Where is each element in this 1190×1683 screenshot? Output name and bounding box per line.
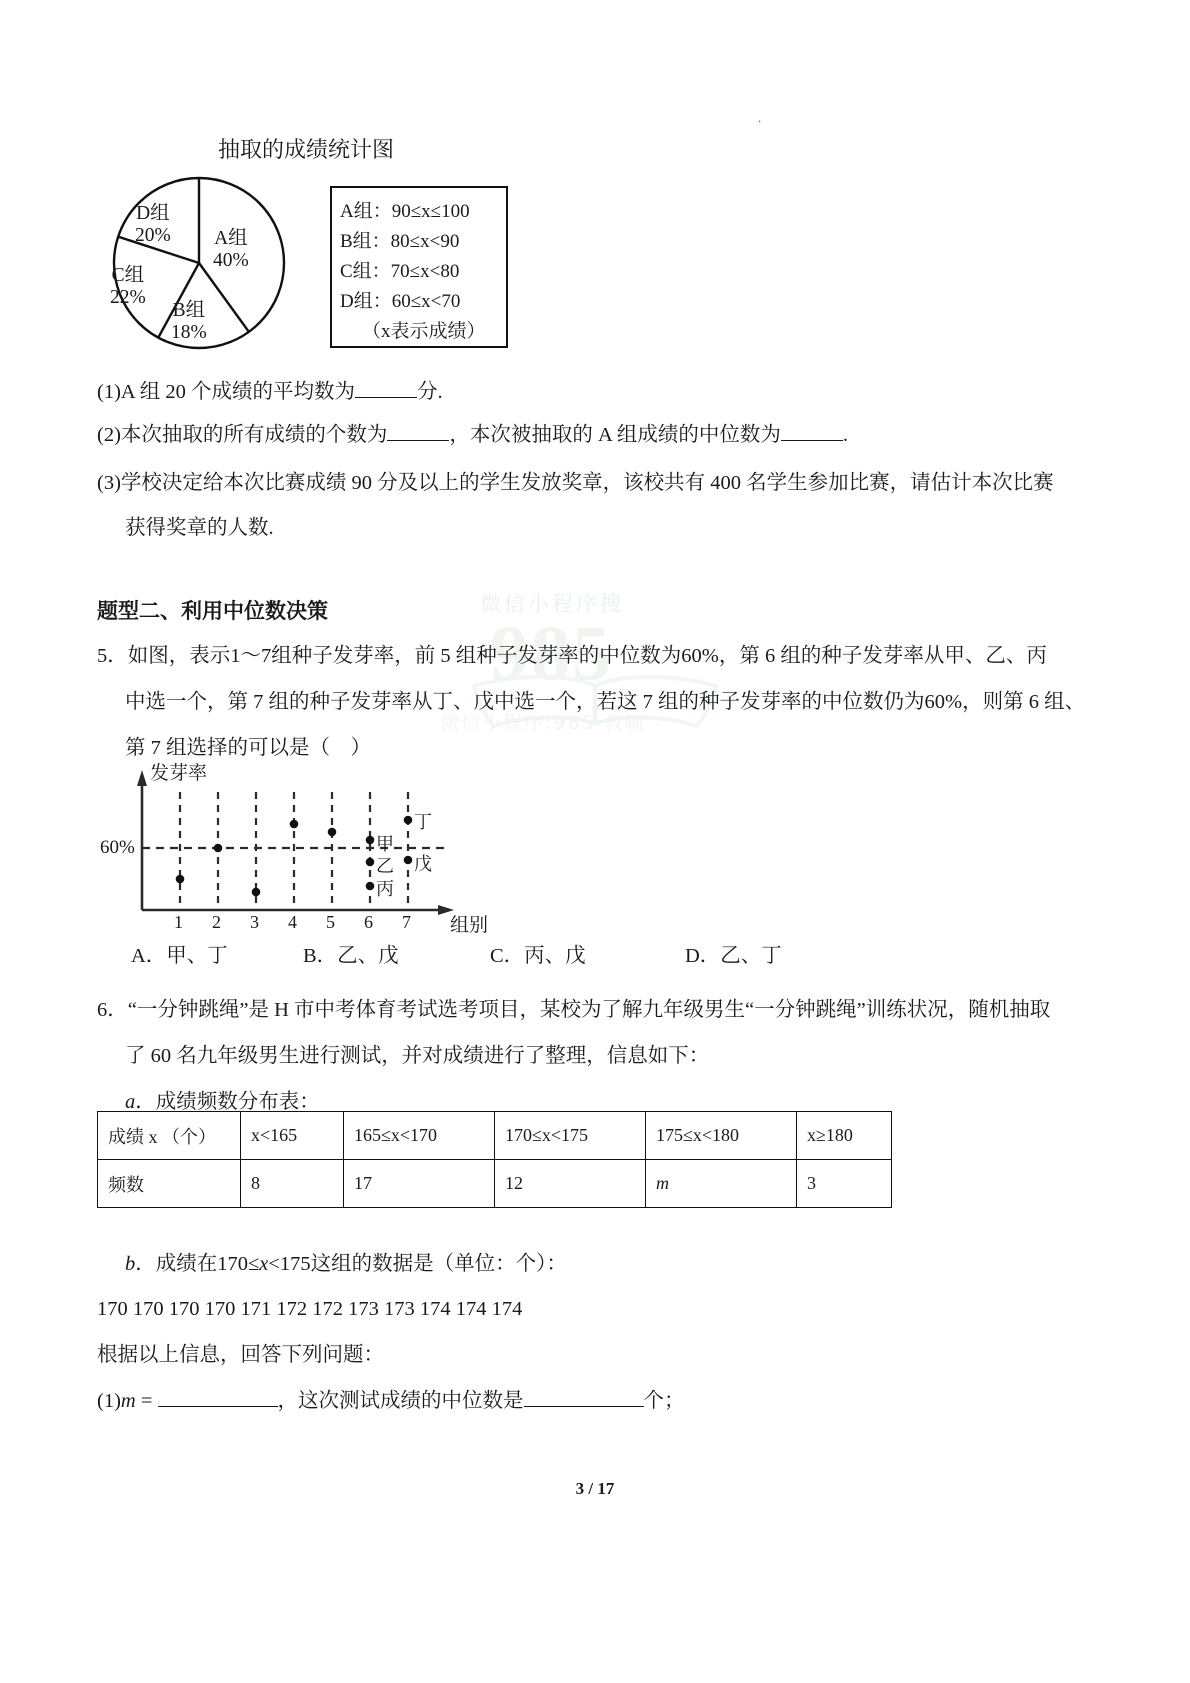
section-heading: 题型二、利用中位数决策 bbox=[97, 599, 328, 623]
table-header-4: 175≤x<180 bbox=[646, 1112, 797, 1160]
x-tick-6: 6 bbox=[364, 912, 373, 932]
table-cell-f5: 3 bbox=[797, 1160, 892, 1208]
x-tick-4: 4 bbox=[288, 912, 297, 932]
x-axis-label: 组别 bbox=[450, 915, 489, 936]
table-cell-f2: 17 bbox=[344, 1160, 495, 1208]
x-tick-3: 3 bbox=[250, 912, 259, 932]
pie-slice-label-c: C组 22% bbox=[110, 265, 146, 308]
legend-item-c: C组：70≤x<80 bbox=[340, 261, 460, 282]
q4-line-4: 获得奖章的人数. bbox=[125, 517, 274, 539]
table-header-1: x<165 bbox=[241, 1112, 344, 1160]
legend-item-b: B组：80≤x<90 bbox=[340, 231, 460, 252]
q6-line-1: 6．“一分钟跳绳”是 H 市中考体育考试选考项目，某校为了解九年级男生“一分钟跳绳”训练状况，随机抽取 bbox=[97, 999, 1051, 1021]
x-tick-1: 1 bbox=[174, 912, 183, 932]
point-label-wu: 戊 bbox=[414, 854, 432, 874]
table-header-2: 165≤x<170 bbox=[344, 1112, 495, 1160]
point-label-bing: 丙 bbox=[376, 879, 394, 899]
watermark bbox=[430, 580, 760, 770]
watermark-line1: 微信小程序搜 bbox=[480, 592, 624, 616]
pie-legend-box bbox=[330, 186, 508, 348]
q6-part-b-label: b．成绩在170≤x<175这组的数据是（单位：个）： bbox=[125, 1253, 567, 1275]
watermark-line2: 微信小程序:985 教辅 bbox=[440, 712, 646, 734]
x-tick-5: 5 bbox=[326, 912, 335, 932]
q5-option-d[interactable]: D．乙、丁 bbox=[685, 945, 782, 967]
y-tick-60: 60% bbox=[100, 837, 135, 858]
frequency-table bbox=[97, 1111, 892, 1208]
y-axis-label: 发芽率 bbox=[150, 763, 208, 784]
seed-germination-chart bbox=[100, 762, 500, 947]
legend-note: （x表示成绩） bbox=[362, 321, 486, 342]
legend-item-a: A组：90≤x≤100 bbox=[340, 201, 470, 222]
table-cell-label: 频数 bbox=[98, 1160, 241, 1208]
pie-slice-label-d: D组 20% bbox=[135, 203, 171, 246]
pie-slice-label-a: A组 40% bbox=[213, 228, 249, 271]
table-row bbox=[98, 1160, 892, 1208]
table-header-0: 成绩 x （个） bbox=[98, 1112, 241, 1160]
q6-part-c-label: 根据以上信息，回答下列问题： bbox=[97, 1344, 384, 1366]
table-cell-f4: m bbox=[646, 1160, 797, 1208]
q6-line-2: 了 60 名九年级男生进行测试，并对成绩进行了整理，信息如下： bbox=[125, 1045, 710, 1067]
q5-option-c[interactable]: C．丙、戊 bbox=[490, 945, 586, 967]
table-header-row bbox=[98, 1112, 892, 1160]
table-cell-f1: 8 bbox=[241, 1160, 344, 1208]
q4-line-1: (1)A 组 20 个成绩的平均数为 分. bbox=[97, 381, 443, 403]
q5-line-3: 第 7 组选择的可以是（ ） bbox=[125, 737, 371, 759]
q4-line-3: (3)学校决定给本次比赛成绩 90 分及以上的学生发放奖章，该校共有 400 名学生参加比赛，请估计本次比赛 bbox=[97, 472, 1054, 494]
q5-option-b[interactable]: B．乙、戊 bbox=[303, 945, 399, 967]
table-cell-f3: 12 bbox=[495, 1160, 646, 1208]
q6-part-b-data: 170 170 170 170 171 172 172 173 173 174 174 174 bbox=[97, 1298, 523, 1320]
table-header-5: x≥180 bbox=[797, 1112, 892, 1160]
page-footer: 3 / 17 bbox=[575, 1479, 615, 1498]
q5-line-2: 中选一个，第 7 组的种子发芽率从丁、戊中选一个，若这 7 组的种子发芽率的中位数仍为60%，则第 6 组、 bbox=[125, 691, 1086, 713]
pie-slice-label-b: B组 18% bbox=[171, 300, 207, 343]
pie-chart-title: 抽取的成绩统计图 bbox=[218, 137, 395, 162]
watermark-985: 985 bbox=[490, 609, 613, 696]
q5-option-a[interactable]: A．甲、丁 bbox=[131, 945, 228, 967]
table-header-3: 170≤x<175 bbox=[495, 1112, 646, 1160]
x-tick-2: 2 bbox=[212, 912, 221, 932]
point-label-ding: 丁 bbox=[414, 812, 432, 832]
q4-line-2: (2)本次抽取的所有成绩的个数为 ，本次被抽取的 A 组成绩的中位数为 . bbox=[97, 424, 848, 446]
q6-part-a-label: a．成绩频数分布表： bbox=[125, 1091, 320, 1113]
page-top-dot: . bbox=[758, 110, 762, 125]
x-tick-7: 7 bbox=[402, 912, 411, 932]
point-label-jia: 甲 bbox=[376, 834, 394, 854]
point-label-yi: 乙 bbox=[376, 856, 394, 876]
legend-item-d: D组：60≤x<70 bbox=[340, 291, 461, 312]
q6-sub-question-1: (1)m = ，这次测试成绩的中位数是 个； bbox=[97, 1390, 685, 1412]
q5-line-1: 5．如图，表示1～7组种子发芽率，前 5 组种子发芽率的中位数为60%，第 6 组的种子发芽率从甲、乙、丙 bbox=[97, 645, 1047, 667]
